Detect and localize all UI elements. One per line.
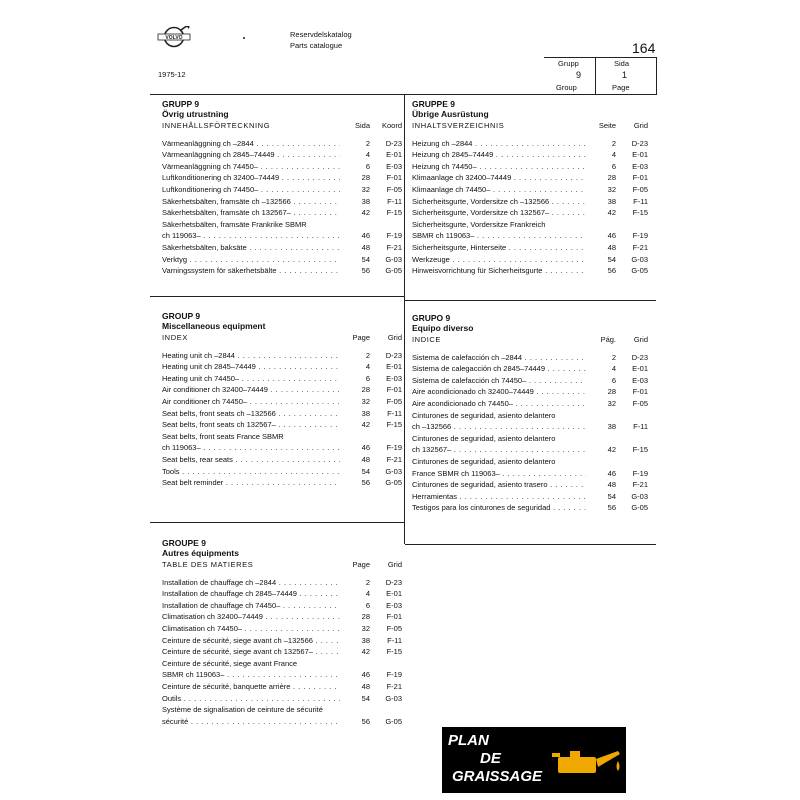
item-page: 6	[611, 375, 616, 385]
list-item	[162, 429, 402, 441]
list-item	[412, 252, 648, 264]
sida-label: Sida	[614, 59, 630, 68]
item-title: Värmeanläggning ch 2845–74449 . . .	[162, 150, 340, 159]
list-item	[162, 610, 402, 622]
item-page: 56	[607, 266, 616, 276]
item-title: Werkzeuge . . .	[412, 255, 586, 264]
item-page: 2	[365, 350, 370, 360]
list-item	[412, 350, 648, 362]
index-label: INNEHÅLLSFÖRTECKNING	[162, 121, 271, 130]
item-grid: F-11	[387, 196, 402, 206]
item-grid: D-23	[385, 350, 402, 360]
item-grid: F-15	[632, 445, 648, 455]
item-title: Seat belt reminder . . .	[162, 478, 340, 487]
list-item	[162, 621, 402, 633]
list-item	[412, 408, 648, 420]
item-title: Sicherheitsgurte, Vordersitze ch 132567– . . .	[412, 208, 586, 217]
item-page: 48	[361, 454, 370, 464]
item-grid: F-19	[386, 670, 402, 680]
list-item	[162, 217, 402, 229]
item-page: 46	[361, 670, 370, 680]
item-title: Heizung ch 2845–74449 . . .	[412, 150, 586, 159]
list-item	[162, 229, 402, 241]
page-label: Page	[612, 83, 630, 92]
list-item	[162, 264, 402, 276]
header-mid-rule	[595, 57, 596, 95]
list-item	[162, 360, 402, 372]
item-page: 6	[365, 600, 370, 610]
item-grid: G-05	[385, 478, 402, 488]
item-title: Herramientas . . .	[412, 492, 586, 501]
item-title: Säkerhetsbälten, framsäte ch 132567– . . .	[162, 208, 340, 217]
item-page: 2	[365, 138, 370, 148]
item-page: 56	[361, 478, 370, 488]
item-page: 2	[365, 577, 370, 587]
list-item	[412, 385, 648, 397]
item-page: 28	[607, 173, 616, 183]
item-grid: G-05	[631, 503, 648, 513]
item-page: 42	[361, 647, 370, 657]
item-title: Ceinture de sécurité, banquette arrière . . .	[162, 682, 340, 691]
item-title: Outils . . .	[162, 694, 340, 703]
section-de	[412, 99, 648, 275]
item-page: 4	[365, 150, 370, 160]
item-grid: G-05	[385, 716, 402, 726]
item-grid: D-23	[385, 138, 402, 148]
item-title: Säkerhetsbälten, baksäte . . .	[162, 243, 340, 252]
list-item	[162, 575, 402, 587]
index-label: INDICE	[412, 335, 442, 344]
item-page: 6	[365, 161, 370, 171]
item-grid: E-01	[386, 362, 402, 372]
item-page: 28	[361, 173, 370, 183]
item-page: 54	[361, 693, 370, 703]
item-page: 38	[361, 408, 370, 418]
item-grid: E-01	[632, 364, 648, 374]
item-title: ch 132567– . . .	[412, 445, 586, 454]
section-title: GRUPP 9	[162, 99, 200, 109]
item-page: 4	[365, 589, 370, 599]
item-page: 6	[611, 161, 616, 171]
item-grid: F-21	[386, 681, 402, 691]
col-page-header: Seite	[598, 121, 616, 130]
item-grid: F-21	[632, 242, 648, 252]
section-subtitle: Övrig utrustning	[162, 109, 229, 119]
item-page: 46	[361, 231, 370, 241]
item-grid: G-03	[385, 466, 402, 476]
item-title: Heizung ch 74450– . . .	[412, 162, 586, 171]
item-grid: G-03	[631, 491, 648, 501]
item-grid: D-23	[631, 352, 648, 362]
item-title: Seat belts, front seats France SBMR	[162, 431, 284, 441]
item-page: 56	[607, 503, 616, 513]
list-item	[162, 668, 402, 680]
item-title: Air conditioner ch 32400–74449 . . .	[162, 385, 340, 394]
list-item	[412, 478, 648, 490]
list-item	[412, 159, 648, 171]
item-page: 42	[607, 208, 616, 218]
item-title: ch 119063– . . .	[162, 231, 340, 240]
item-grid: G-03	[385, 254, 402, 264]
column-divider	[404, 94, 405, 544]
item-title: Aire acondicionado ch 32400–74449 . . .	[412, 387, 586, 396]
section-subtitle: Equipo diverso	[412, 323, 474, 333]
list-item	[162, 348, 402, 360]
list-item	[412, 264, 648, 276]
list-item	[412, 362, 648, 374]
item-title: Cinturones de seguridad, asiento trasero . . .	[412, 480, 586, 489]
list-item	[162, 441, 402, 453]
item-page: 42	[361, 420, 370, 430]
grupp-value: 9	[576, 70, 582, 80]
item-grid: F-19	[386, 443, 402, 453]
speck	[243, 37, 245, 39]
item-page: 48	[607, 480, 616, 490]
header-right-rule	[656, 57, 657, 95]
item-title: France SBMR ch 119063– . . .	[412, 469, 586, 478]
item-page: 2	[611, 352, 616, 362]
list-item	[412, 454, 648, 466]
item-title: Climatisation ch 74450– . . .	[162, 624, 340, 633]
item-grid: G-05	[631, 266, 648, 276]
item-grid: G-03	[631, 254, 648, 264]
oil-can-icon	[552, 737, 624, 787]
item-title: Hinweisvorrichtung für Sicherheitsgurte . . .	[412, 266, 586, 275]
item-title: Aire acondicionado ch 74450– . . .	[412, 399, 586, 408]
index-header	[162, 559, 402, 569]
item-grid: F-15	[386, 208, 402, 218]
item-page: 28	[607, 387, 616, 397]
index-label: INDEX	[162, 333, 188, 342]
item-page: 38	[361, 196, 370, 206]
item-page: 28	[361, 385, 370, 395]
item-grid: F-01	[632, 173, 648, 183]
list-item	[162, 182, 402, 194]
section-title: GROUPE 9	[162, 538, 206, 548]
item-title: Luftkonditionering ch 32400–74449 . . .	[162, 173, 340, 182]
item-grid: G-03	[385, 693, 402, 703]
section-rule-2	[405, 300, 656, 301]
item-grid: F-05	[386, 184, 402, 194]
item-grid: G-05	[385, 266, 402, 276]
list-item	[412, 396, 648, 408]
list-item	[162, 476, 402, 488]
item-title: Heating unit ch 2845–74449 . . .	[162, 362, 340, 371]
volvo-logo	[154, 26, 194, 48]
page-number: 164	[632, 40, 656, 56]
item-page: 48	[607, 242, 616, 252]
item-grid: F-15	[632, 208, 648, 218]
item-title: Installation de chauffage ch –2844 . . .	[162, 578, 340, 587]
item-grid: F-05	[632, 184, 648, 194]
item-title: Sistema de calefacción ch 74450– . . .	[412, 376, 586, 385]
item-page: 38	[361, 635, 370, 645]
item-page: 46	[607, 231, 616, 241]
item-grid: E-01	[632, 150, 648, 160]
list-item	[162, 703, 402, 715]
list-item	[162, 136, 402, 148]
item-grid: F-11	[387, 635, 402, 645]
header-rule	[150, 94, 656, 95]
col-grid-header: Grid	[387, 333, 402, 342]
list-item	[162, 171, 402, 183]
list-item	[162, 691, 402, 703]
list-item	[162, 633, 402, 645]
item-grid: E-01	[386, 589, 402, 599]
list-item	[162, 679, 402, 691]
item-title: Ceinture de sécurité, siege avant ch 132567– . . .	[162, 647, 340, 656]
group-label: Group	[556, 83, 577, 92]
index-label: INHALTSVERZEICHNIS	[412, 121, 505, 130]
item-grid: F-01	[386, 612, 402, 622]
item-grid: F-19	[632, 231, 648, 241]
item-grid: D-23	[385, 577, 402, 587]
list-item	[162, 418, 402, 430]
section-rule-1	[150, 296, 404, 297]
section-subtitle: Autres équipments	[162, 548, 239, 558]
section-fr	[162, 538, 402, 726]
item-page: 32	[607, 398, 616, 408]
index-header	[412, 334, 648, 344]
item-page: 46	[361, 443, 370, 453]
list-item	[412, 182, 648, 194]
item-page: 42	[361, 208, 370, 218]
list-item	[162, 252, 402, 264]
item-grid: F-15	[386, 647, 402, 657]
list-item	[162, 645, 402, 657]
item-page: 4	[611, 364, 616, 374]
section-subtitle: Übrige Ausrüstung	[412, 109, 489, 119]
item-title: Air conditioner ch 74450– . . .	[162, 397, 340, 406]
item-title: Heating unit ch 74450– . . .	[162, 374, 340, 383]
plan-de-graissage-badge[interactable]	[442, 727, 626, 793]
col-grid-header: Koord	[381, 121, 402, 130]
col-page-header: Page	[352, 560, 370, 569]
item-grid: D-23	[631, 138, 648, 148]
list-item	[412, 217, 648, 229]
list-item	[162, 240, 402, 252]
item-title: Cinturones de seguridad, asiento delantero	[412, 410, 556, 420]
list-item	[162, 598, 402, 610]
badge-line-2: DE	[480, 750, 501, 767]
item-grid: F-05	[386, 623, 402, 633]
section-rule-4	[405, 544, 656, 545]
list-item	[162, 194, 402, 206]
list-item	[412, 489, 648, 501]
list-item	[412, 443, 648, 455]
logo-text: VOLVO	[165, 35, 183, 41]
item-grid: F-15	[386, 420, 402, 430]
item-page: 48	[361, 242, 370, 252]
list-item	[412, 501, 648, 513]
item-grid: E-03	[386, 600, 402, 610]
list-item	[412, 240, 648, 252]
badge-line-3: GRAISSAGE	[452, 768, 543, 785]
item-grid: F-21	[632, 480, 648, 490]
item-grid: E-03	[632, 375, 648, 385]
catalog-title-sv: Reservdelskatalog	[290, 30, 352, 39]
item-title: Sistema de calefacción ch –2844 . . .	[412, 353, 586, 362]
item-page: 38	[607, 422, 616, 432]
section-rule-3	[150, 522, 404, 523]
section-title: GRUPO 9	[412, 313, 451, 323]
item-grid: F-21	[386, 242, 402, 252]
item-page: 2	[611, 138, 616, 148]
section-es	[412, 313, 648, 512]
list-item	[162, 383, 402, 395]
item-title: Seat belts, rear seats . . .	[162, 455, 340, 464]
col-page-header: Sida	[354, 121, 370, 130]
section-title: GROUP 9	[162, 311, 201, 321]
item-grid: F-01	[632, 387, 648, 397]
item-grid: E-03	[386, 373, 402, 383]
item-page: 54	[607, 491, 616, 501]
item-page: 54	[361, 466, 370, 476]
item-title: Installation de chauffage ch 2845–74449 . . .	[162, 589, 340, 598]
item-title: Klimaanlage ch 32400–74449 . . .	[412, 173, 586, 182]
item-page: 4	[365, 362, 370, 372]
item-title: Säkerhetsbälten, framsäte Frankrike SBMR	[162, 219, 307, 229]
item-title: Klimaanlage ch 74450– . . .	[412, 185, 586, 194]
section-en	[162, 311, 402, 487]
list-item	[162, 371, 402, 383]
item-title: Varningssystem för säkerhetsbälte . . .	[162, 266, 340, 275]
col-page-header: Page	[352, 333, 370, 342]
item-page: 38	[607, 196, 616, 206]
date: 1975-12	[158, 70, 186, 79]
item-grid: F-11	[387, 408, 402, 418]
item-title: Cinturones de seguridad, asiento delantero	[412, 433, 556, 443]
item-title: ch 119063– . . .	[162, 443, 340, 452]
catalog-title-en: Parts catalogue	[290, 41, 343, 50]
item-grid: F-11	[633, 196, 648, 206]
index-header	[162, 332, 402, 342]
list-item	[412, 420, 648, 432]
item-title: Värmeanläggning ch 74450– . . .	[162, 162, 340, 171]
list-item	[412, 466, 648, 478]
item-title: Sicherheitsgurte, Vordersitze ch –132566 . . .	[412, 197, 586, 206]
grupp-label: Grupp	[558, 59, 579, 68]
list-item	[162, 587, 402, 599]
sida-value: 1	[622, 70, 628, 80]
list-item	[412, 171, 648, 183]
col-grid-header: Grid	[387, 560, 402, 569]
section-sv	[162, 99, 402, 275]
item-page: 32	[361, 623, 370, 633]
list-item	[162, 452, 402, 464]
col-grid-header: Grid	[633, 335, 648, 344]
item-grid: E-03	[386, 161, 402, 171]
list-item	[412, 136, 648, 148]
item-title: Installation de chauffage ch 74450– . . .	[162, 601, 340, 610]
item-title: Ceinture de sécurité, siege avant ch –132566 . . .	[162, 636, 340, 645]
index-header	[162, 120, 402, 130]
list-item	[162, 394, 402, 406]
col-grid-header: Grid	[633, 121, 648, 130]
item-grid: F-05	[632, 398, 648, 408]
list-item	[412, 194, 648, 206]
item-page: 56	[361, 266, 370, 276]
item-page: 4	[611, 150, 616, 160]
item-page: 28	[361, 612, 370, 622]
list-item	[162, 206, 402, 218]
item-page: 42	[607, 445, 616, 455]
list-item	[412, 229, 648, 241]
badge-line-1: PLAN	[448, 732, 489, 749]
item-title: Seat belts, front seats ch 132567– . . .	[162, 420, 340, 429]
header-top-rule	[544, 57, 656, 58]
item-title: Tools . . .	[162, 467, 340, 476]
index-header	[412, 120, 648, 130]
item-page: 48	[361, 681, 370, 691]
item-page: 54	[607, 254, 616, 264]
list-item	[162, 148, 402, 160]
item-title: ch –132566 . . .	[412, 422, 586, 431]
list-item	[162, 464, 402, 476]
item-title: Climatisation ch 32400–74449 . . .	[162, 612, 340, 621]
list-item	[412, 148, 648, 160]
list-item	[412, 373, 648, 385]
item-grid: F-19	[632, 468, 648, 478]
index-label: TABLE DES MATIERES	[162, 560, 254, 569]
item-grid: F-05	[386, 396, 402, 406]
list-item	[412, 206, 648, 218]
item-page: 46	[607, 468, 616, 478]
item-grid: F-19	[386, 231, 402, 241]
section-subtitle: Miscellaneous equipment	[162, 321, 266, 331]
item-title: Ceinture de sécurité, siege avant France	[162, 658, 298, 668]
section-title: GRUPPE 9	[412, 99, 455, 109]
item-page: 6	[365, 373, 370, 383]
item-title: Seat belts, front seats ch –132566 . . .	[162, 409, 340, 418]
col-page-header: Pág.	[600, 335, 616, 344]
item-title: Sistema de calegacción ch 2845–74449 . . .	[412, 364, 586, 373]
item-grid: F-21	[386, 454, 402, 464]
item-title: Testigos para los cinturones de seguridad . . .	[412, 503, 586, 512]
item-title: Heizung ch –2844 . . .	[412, 139, 586, 148]
item-title: Cinturones de seguridad, asiento delantero	[412, 456, 556, 466]
item-grid: F-01	[386, 385, 402, 395]
item-title: SBMR ch 119063– . . .	[412, 231, 586, 240]
list-item	[162, 656, 402, 668]
item-grid: E-03	[632, 161, 648, 171]
item-page: 54	[361, 254, 370, 264]
item-page: 32	[607, 184, 616, 194]
item-grid: F-01	[386, 173, 402, 183]
list-item	[412, 431, 648, 443]
item-title: Sicherheitsgurte, Vordersitze Frankreich	[412, 219, 546, 229]
item-title: Värmeanläggning ch –2844 . . .	[162, 139, 340, 148]
list-item	[162, 159, 402, 171]
item-title: Sicherheitsgurte, Hinterseite . . .	[412, 243, 586, 252]
list-item	[162, 714, 402, 726]
list-item	[162, 406, 402, 418]
item-grid: F-11	[633, 422, 648, 432]
item-title: sécurité . . .	[162, 717, 340, 726]
item-grid: E-01	[386, 150, 402, 160]
item-page: 56	[361, 716, 370, 726]
item-title: SBMR ch 119063– . . .	[162, 670, 340, 679]
item-title: Verktyg . . .	[162, 255, 340, 264]
item-page: 32	[361, 396, 370, 406]
item-title: Heating unit ch –2844 . . .	[162, 351, 340, 360]
item-title: Luftkonditionering ch 74450– . . .	[162, 185, 340, 194]
item-title: Säkerhetsbälten, framsäte ch –132566 . . .	[162, 197, 340, 206]
item-title: Système de signalisation de ceinture de sécurité	[162, 705, 323, 715]
item-page: 32	[361, 184, 370, 194]
